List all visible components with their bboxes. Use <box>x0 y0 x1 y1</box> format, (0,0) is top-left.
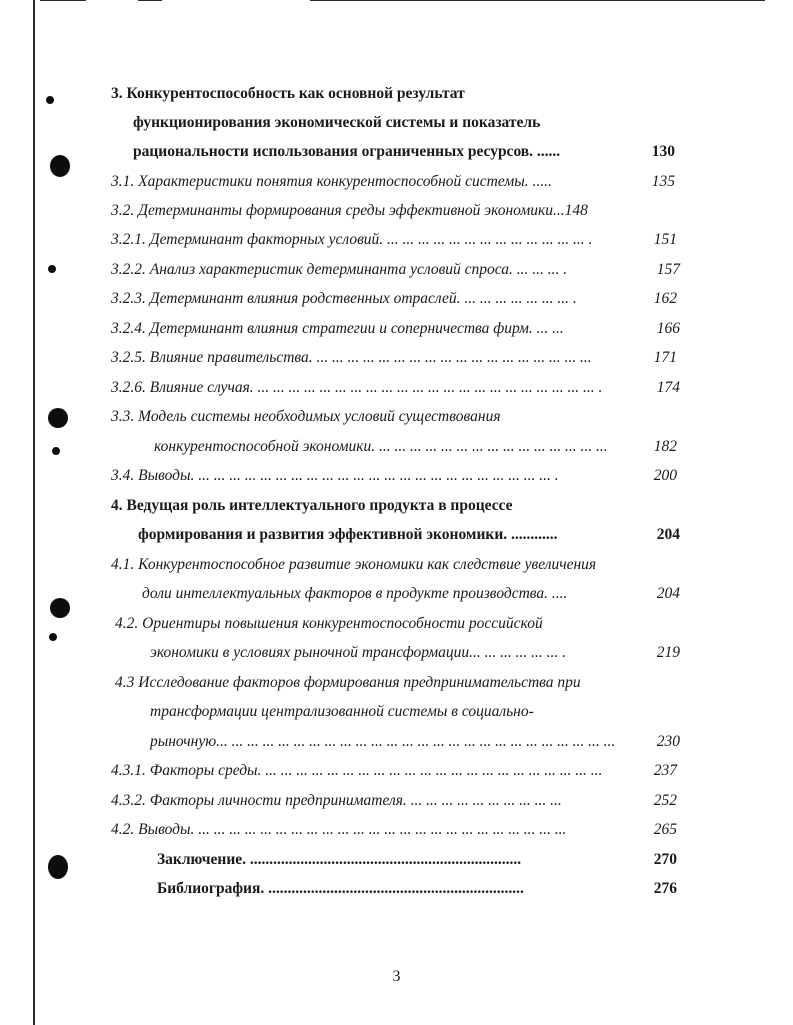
toc-line: рациональности использования ограниченных ресурсов. ...... <box>133 143 561 160</box>
toc-line: 4.3 Исследование факторов формирования предпринимательства при <box>115 674 581 691</box>
toc-page-number: 135 <box>651 173 675 190</box>
binder-hole <box>48 408 68 428</box>
binder-hole <box>50 155 70 177</box>
binder-hole <box>50 598 70 618</box>
toc-line: 4.1. Конкурентоспособное развитие экономики как следствие увеличения <box>111 556 597 573</box>
toc-line: 3.4. Выводы. ... ... ... ... ... ... ... ... ... ... ... ... ... ... ... ... ... ... ... ... ... ... ... . <box>111 467 559 484</box>
toc-page-number: 157 <box>656 261 680 278</box>
toc-page-number: 252 <box>653 792 677 809</box>
toc-page-number: 130 <box>651 143 675 160</box>
toc-page-number: 171 <box>653 349 677 366</box>
toc-line: 3.2.5. Влияние правительства. ... ... ... ... ... ... ... ... ... ... ... ... ... ... ... ... ... ... <box>111 349 592 366</box>
binder-hole <box>52 447 60 455</box>
toc-page-number: 174 <box>656 379 680 396</box>
toc-page-number: 265 <box>653 821 677 838</box>
scan-border-top-mid <box>138 0 162 1</box>
toc-page-number: 182 <box>653 438 677 455</box>
toc-line: 3.2.3. Детерминант влияния родственных отраслей. ... ... ... ... ... ... ... . <box>111 290 577 307</box>
toc-page-number: 270 <box>653 851 677 868</box>
toc-line: 3.2. Детерминанты формирования среды эффективной экономики...148 <box>111 202 588 219</box>
toc-line: 3.3. Модель системы необходимых условий существования <box>111 408 501 425</box>
toc-page-number: 204 <box>656 585 680 602</box>
toc-line: 3.2.4. Детерминант влияния стратегии и соперничества фирм. ... ... <box>111 320 564 337</box>
toc-line: 3.2.2. Анализ характеристик детерминанта условий спроса. ... ... ... . <box>111 261 568 278</box>
toc-page-number: 162 <box>653 290 677 307</box>
toc-line: 4. Ведущая роль интеллектуального продукта в процессе <box>111 497 513 514</box>
binder-hole <box>49 633 57 641</box>
toc-page-number: 219 <box>656 644 680 661</box>
toc-line: 4.3.2. Факторы личности предпринимателя. ... ... ... ... ... ... ... ... ... ... <box>111 792 562 809</box>
toc-line: экономики в условиях рыночной трансформации... ... ... ... ... ... . <box>150 644 567 661</box>
toc-line: 3. Конкурентоспособность как основной результат <box>111 85 465 102</box>
toc-page-number: 237 <box>653 762 677 779</box>
toc-line: Заключение. ...................................................................... <box>157 851 522 868</box>
toc-line: рыночную... ... ... ... ... ... ... ... ... ... ... ... ... ... ... ... ... ... ... ... ... ... ... ... ... ... <box>150 733 616 750</box>
toc-line: функционирования экономической системы и показатель <box>133 114 541 131</box>
scan-border-top-right <box>310 0 765 1</box>
toc-page-number: 151 <box>653 231 677 248</box>
page-number: 3 <box>392 968 401 985</box>
toc-page-number: 200 <box>653 467 677 484</box>
toc-line: 3.1. Характеристики понятия конкурентоспособной системы. ..... <box>111 173 552 190</box>
toc-line: формирования и развития эффективной экономики. ............ <box>138 526 558 543</box>
binder-hole <box>48 265 56 273</box>
binder-hole <box>48 855 68 879</box>
toc-line: 3.2.6. Влияние случая. ... ... ... ... ... ... ... ... ... ... ... ... ... ... ... ... ... ... ... ... ... ... . <box>111 379 603 396</box>
toc-line: 3.2.1. Детерминант факторных условий. ... ... ... ... ... ... ... ... ... ... ... ... ... . <box>111 231 593 248</box>
toc-page-number: 204 <box>656 526 680 543</box>
toc-page-number: 230 <box>656 733 680 750</box>
toc-page-number: 166 <box>656 320 680 337</box>
toc-line: Библиография. .................................................................. <box>157 880 524 897</box>
toc-page-number: 276 <box>653 880 677 897</box>
toc-line: конкурентоспособной экономики. ... ... ... ... ... ... ... ... ... ... ... ... ... ... ... <box>154 438 608 455</box>
toc-line: 4.2. Выводы. ... ... ... ... ... ... ... ... ... ... ... ... ... ... ... ... ... ... ... ... ... ... ... ... <box>111 821 567 838</box>
toc-line: доли интеллектуальных факторов в продукте производства. .... <box>142 585 568 602</box>
toc-line: трансформации централизованной системы в социально- <box>150 703 534 720</box>
binder-hole <box>46 96 54 104</box>
scan-border-top-left <box>40 0 86 1</box>
toc-line: 4.3.1. Факторы среды. ... ... ... ... ... ... ... ... ... ... ... ... ... ... ... ... ... ... ... ... ... ... <box>111 762 603 779</box>
toc-line: 4.2. Ориентиры повышения конкурентоспособности российской <box>115 615 543 632</box>
scan-border-left <box>33 0 35 1025</box>
